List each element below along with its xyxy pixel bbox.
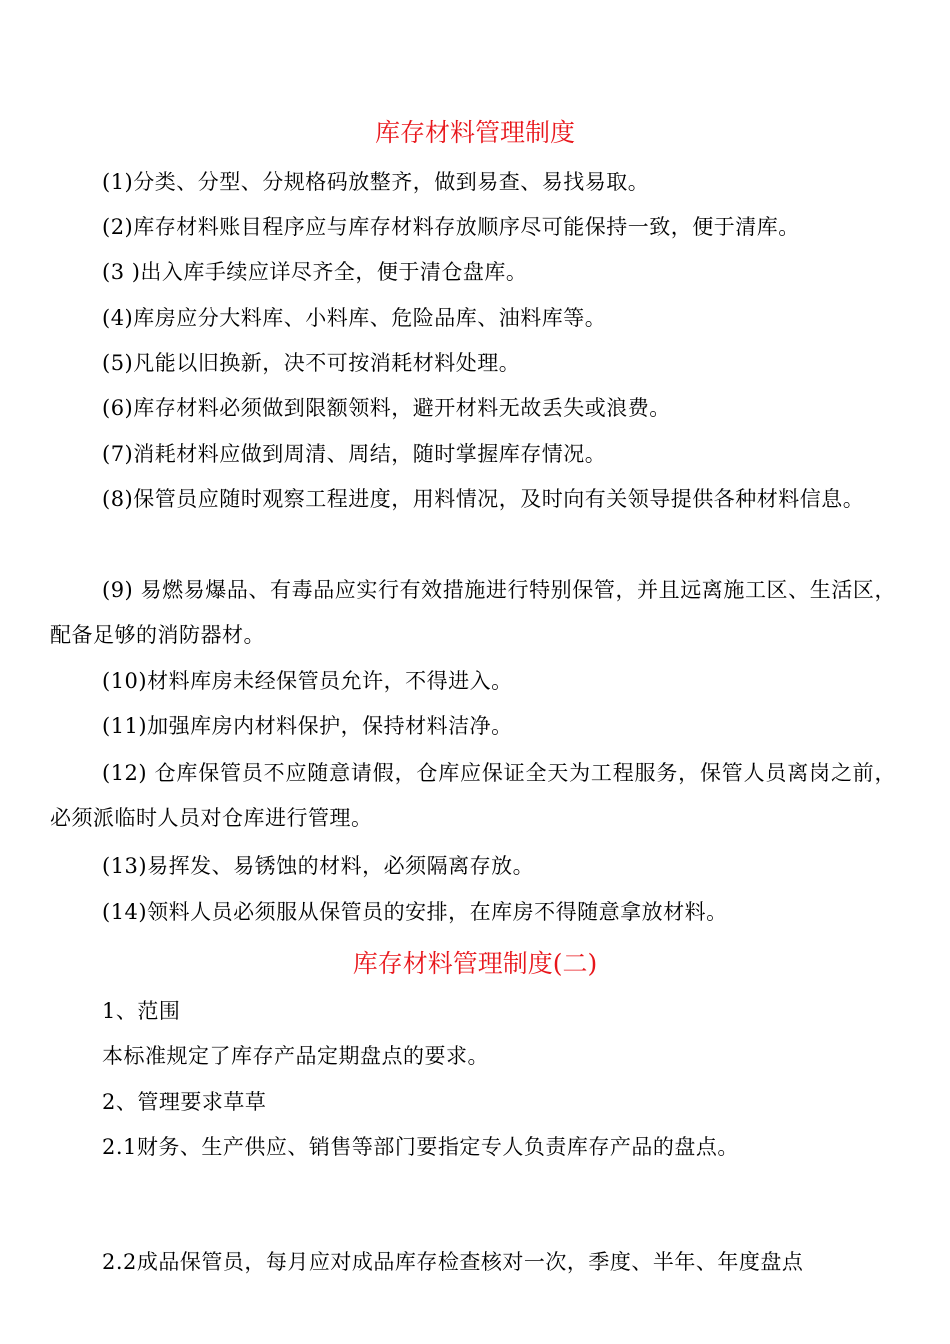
rule-item-12: (12) 仓库保管员不应随意请假，仓库应保证全天为工程服务，保管人员离岗之前，必须派临时人员对仓库进行管理。 xyxy=(50,761,896,830)
rule-item-13: (13)易挥发、易锈蚀的材料，必须隔离存放。 xyxy=(102,854,535,878)
rule-item-1: (1)分类、分型、分规格码放整齐，做到易查、易找易取。 xyxy=(102,170,650,194)
rule-item-11: (11)加强库房内材料保护，保持材料洁净。 xyxy=(102,714,513,738)
rule-item-10: (10)材料库房未经保管员允许，不得进入。 xyxy=(102,669,513,693)
rule-item-9: (9) 易燃易爆品、有毒品应实行有效措施进行特别保管，并且远离施工区、生活区，配备足够的消防器材。 xyxy=(50,578,896,647)
requirement-2-1: 2.1财务、生产供应、销售等部门要指定专人负责库存产品的盘点。 xyxy=(102,1135,739,1159)
rule-item-5: (5)凡能以旧换新，决不可按消耗材料处理。 xyxy=(102,351,521,375)
requirement-2-2: 2.2成品保管员，每月应对成品库存检查核对一次，季度、半年、年度盘点 xyxy=(102,1250,804,1274)
rule-item-8: (8)保管员应随时观察工程进度，用料情况，及时向有关领导提供各种材料信息。 xyxy=(102,487,865,511)
section-heading-scope: 1、范围 xyxy=(102,999,181,1023)
rule-item-3: (3 )出入库手续应详尽齐全，便于清仓盘库。 xyxy=(102,260,528,284)
section-heading-requirements: 2、管理要求草草 xyxy=(102,1090,267,1114)
document-title: 库存材料管理制度 xyxy=(374,118,575,147)
scope-text: 本标准规定了库存产品定期盘点的要求。 xyxy=(102,1044,489,1068)
section-two-title: 库存材料管理制度(二) xyxy=(352,949,598,978)
rule-item-6: (6)库存材料必须做到限额领料，避开材料无故丢失或浪费。 xyxy=(102,396,671,420)
rule-item-7: (7)消耗材料应做到周清、周结，随时掌握库存情况。 xyxy=(102,442,607,466)
rule-item-4: (4)库房应分大料库、小料库、危险品库、油料库等。 xyxy=(102,306,607,330)
rule-item-2: (2)库存材料账目程序应与库存材料存放顺序尽可能保持一致，便于清库。 xyxy=(102,215,800,239)
rule-item-14: (14)领料人员必须服从保管员的安排，在库房不得随意拿放材料。 xyxy=(102,900,728,924)
